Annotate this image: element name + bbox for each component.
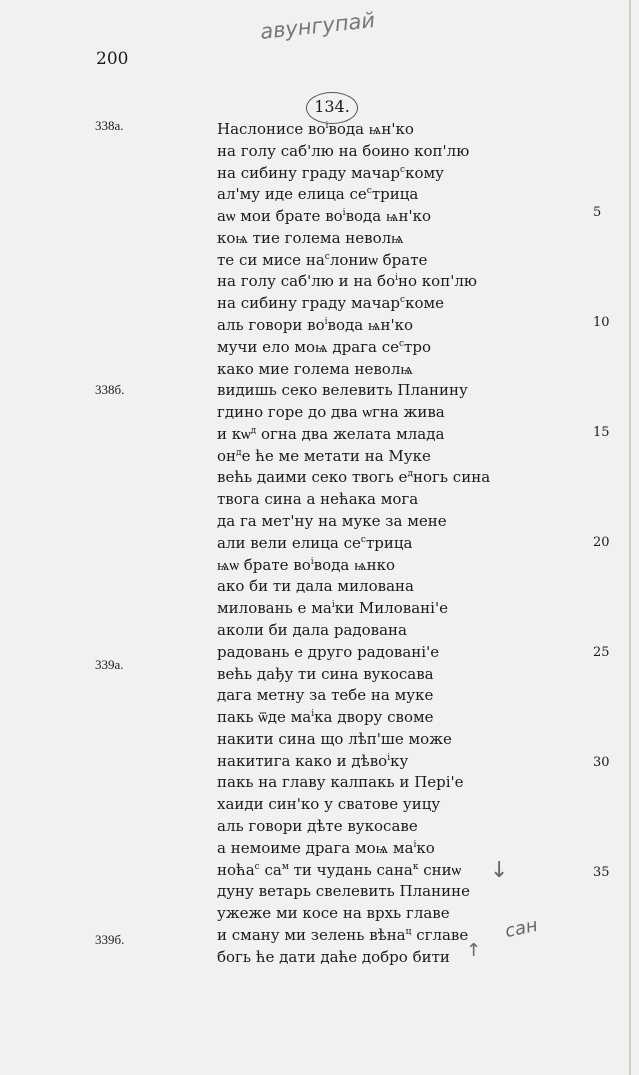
down-arrow-icon: ↓ xyxy=(490,858,509,883)
line-number: 35 xyxy=(593,865,610,880)
margin-note: сан xyxy=(503,914,540,943)
verse-line: аль говори $во^івода$ ѩн'ко xyxy=(217,316,413,335)
verse-line: ужеже ми косе на врхь главе xyxy=(217,904,450,923)
handwritten-note: авунгупай xyxy=(259,8,377,44)
verse-line: богь ће дати даће добро бити xyxy=(217,947,450,966)
verse-line: видишь секо велевить Планину xyxy=(217,381,468,400)
verse-line: хаиди син'ко у сватове уицу xyxy=(217,795,441,814)
verse-line: на сибину граду мачар$^с$коме xyxy=(217,294,445,313)
verse-line: накитига како и дѣво$^і$ку xyxy=(217,751,409,770)
line-number: 20 xyxy=(593,535,610,550)
verse-line: дуну ветарь свелевить Планине xyxy=(217,882,470,901)
line-number: 10 xyxy=(593,315,610,330)
poem-number: 134. xyxy=(306,92,358,124)
manuscript-ref: 338а. xyxy=(95,118,124,133)
verse-line: твога сина а нећака мога xyxy=(217,490,419,509)
verse-line: већь даими секо твогь $е^дногь$ сина xyxy=(217,468,491,487)
verse-line: пакь на главу калпакь и Пері'е xyxy=(217,773,464,792)
verse-line: мучи ело моѩ драга $се^стро$ xyxy=(217,337,431,356)
verse-line: и сману ми зелень вѣна$^ц$ сглаве xyxy=(217,925,469,944)
verse-line: миловань е $ма^іки$ Миловані'е xyxy=(217,599,448,618)
verse-line: на сибину граду мачар$^с$кому xyxy=(217,163,444,182)
verse-line: ал'му иде елица $се^стрица$ xyxy=(217,185,419,204)
verse-line: како мие голема неволѩ xyxy=(217,359,413,378)
line-number: 15 xyxy=(593,425,610,440)
manuscript-ref: 338б. xyxy=(95,382,125,397)
verse-line: а немоиме драга моѩ $ма^іко$ xyxy=(217,838,435,857)
verse-line: накити сина що лѣп'ше може xyxy=(217,729,452,748)
verse-line: Наслонисе $во^івода$ ѩн'ко xyxy=(217,120,414,138)
manuscript-ref: 339б. xyxy=(95,932,125,947)
verse-line: гдино горе до два ѡгна жива xyxy=(217,403,445,422)
curved-arrow-icon: ↑ xyxy=(466,940,482,961)
verse-line: да га мет'ну на муке за мене xyxy=(217,512,447,531)
verse-line: дага метну за тебе на муке xyxy=(217,686,434,705)
verse-line: радовань е друго радовані'е xyxy=(217,642,440,661)
line-number: 5 xyxy=(593,205,602,220)
verse-line: већь дађу ти сина вукосава xyxy=(217,664,434,683)
verse-line: коѩ тие голема неволѩ xyxy=(217,228,404,247)
verse-line: на голу саб'лю и на $бо^іно$ коп'лю xyxy=(217,272,477,291)
verse-line: $он^де$ ће ме метати на Муке xyxy=(217,446,431,465)
verse-line: аль говори дѣте вукосаве xyxy=(217,816,418,835)
verse-line: на голу саб'лю на боино коп'лю xyxy=(217,141,470,160)
verse-line: ноћа$^с$ $са^м$ ти чудань сана$^к$ сниѡ xyxy=(217,860,462,879)
verse-line: ако би ти дала милована xyxy=(217,577,414,596)
manuscript-ref: 339а. xyxy=(95,657,124,672)
verse-line: и $кѡ^д$ огна два желата млада xyxy=(217,424,445,443)
line-number: 30 xyxy=(593,755,610,770)
verse-line: ѩѡ брате $во^івода$ ѩнко xyxy=(217,555,396,574)
verse-line: аѡ мои брате $во^івода$ ѩн'ко xyxy=(217,207,432,226)
line-number: 25 xyxy=(593,645,610,660)
page-number: 200 xyxy=(96,49,129,69)
verse-line: али вели елица $се^стрица$ xyxy=(217,533,413,552)
verse-line: пакь ѿде $ма^іка$ двору своме xyxy=(217,708,434,727)
verse-line: аколи би дала радована xyxy=(217,620,407,639)
verse-line: те си мисе $на^слониѡ$ брате xyxy=(217,250,428,269)
